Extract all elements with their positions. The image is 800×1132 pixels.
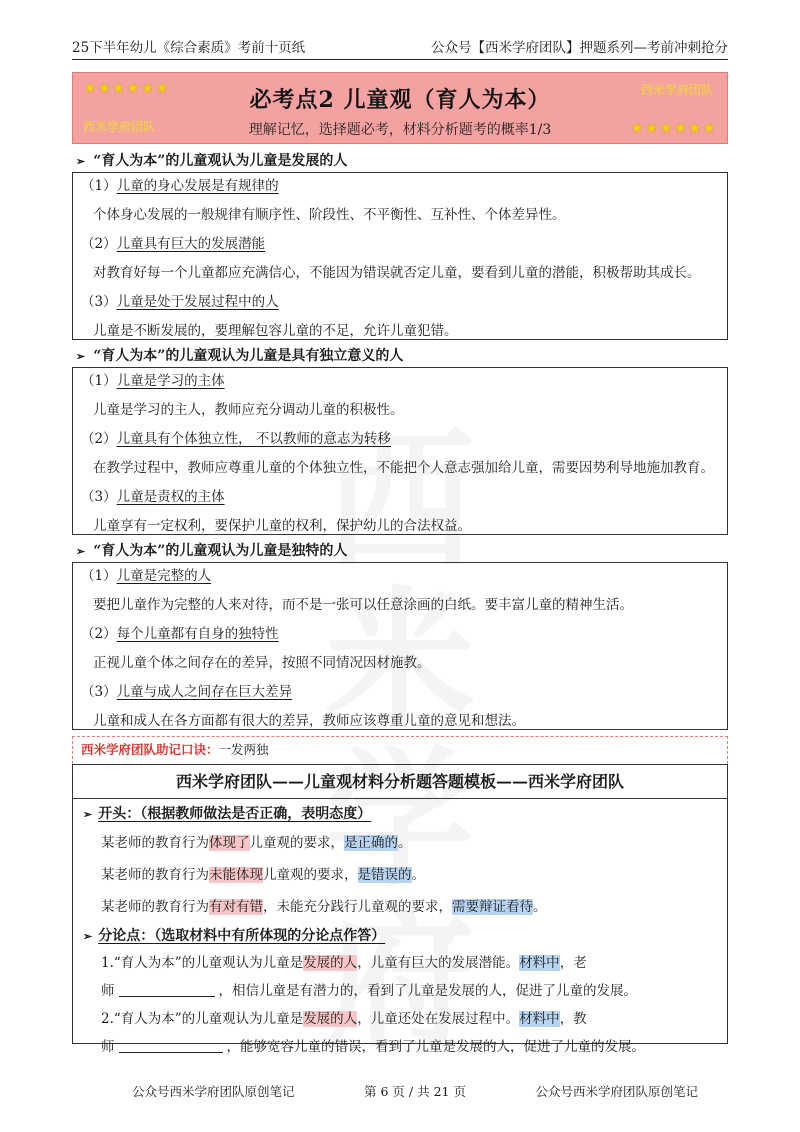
arrow-bullet-icon: ➢ (83, 930, 93, 943)
point-line: 师 ，能够宽容儿童的错误，看到了儿童是发展的人，促进了儿童的发展。 (101, 1039, 645, 1055)
opening-line: 某老师的教育行为未能体现儿童观的要求，是错误的。 (101, 867, 425, 883)
section-box (72, 562, 728, 730)
star-rating-icon: ★★★★★★ (630, 119, 717, 137)
brand-watermark: 西米学府团队 (640, 83, 713, 97)
point-line: 2.“育人为本”的儿童观认为儿童是发展的人，儿童还处在发展过程中。材料中，教 (101, 1011, 587, 1027)
item-detail: 儿童和成人在各方面都有很大的差异，教师应该尊重儿童的意见和想法。 (93, 713, 525, 729)
page-footer (72, 1082, 728, 1100)
section-title: ➢ “育人为本”的儿童观认为儿童是发展的人 (76, 153, 348, 169)
brand-watermark: 西米学府团队 (83, 120, 156, 134)
section-box (72, 172, 728, 340)
item-detail: 儿童是不断发展的，要理解包容儿童的不足，允许儿童犯错。 (93, 323, 458, 339)
section-title: ➢ “育人为本”的儿童观认为儿童是独特的人 (76, 543, 348, 559)
fill-blank[interactable] (119, 981, 215, 997)
point-line: 1.“育人为本”的儿童观认为儿童是发展的人，儿童有巨大的发展潜能。材料中，老 (101, 955, 587, 971)
header-right: 公众号【西米学府团队】押题系列—考前冲刺抢分 (431, 40, 728, 56)
opening-heading: ➢ 开头：（根据教师做法是否正确，表明态度） (83, 806, 372, 822)
item-heading: （2）儿童具有个体独立性， 不以教师的意志为转移 (81, 431, 391, 447)
banner-subtitle: 理解记忆，选择题必考，材料分析题考的概率1/3 (248, 122, 552, 138)
mnemonic-label: 西米学府团队助记口诀： (81, 742, 219, 757)
footer-left: 公众号西米学府团队原创笔记 (132, 1084, 295, 1099)
arrow-bullet-icon: ➢ (76, 545, 86, 558)
item-detail: 儿童是学习的主人，教师应充分调动儿童的积极性。 (93, 402, 404, 418)
item-detail: 儿童享有一定权利，要保护儿童的权利，保护幼儿的合法权益。 (93, 518, 471, 534)
item-heading: （2）儿童具有巨大的发展潜能 (81, 236, 266, 252)
opening-line: 某老师的教育行为有对有错，未能充分践行儿童观的要求，需要辩证看待。 (101, 899, 547, 915)
star-rating-icon: ★★★★★★ (83, 79, 170, 97)
item-heading: （3）儿童是处于发展过程中的人 (81, 294, 279, 310)
mnemonic-box (72, 736, 728, 764)
fill-blank[interactable] (119, 1037, 223, 1053)
arrow-bullet-icon: ➢ (76, 155, 86, 168)
page-header (72, 38, 728, 60)
footer-right: 公众号西米学府团队原创笔记 (535, 1084, 698, 1099)
template-title: 西米学府团队——儿童观材料分析题答题模板——西米学府团队 (73, 765, 727, 799)
item-heading: （3）儿童与成人之间存在巨大差异 (81, 684, 293, 700)
item-heading: （1）儿童是学习的主体 (81, 373, 225, 389)
item-heading: （1）儿童的身心发展是有规律的 (81, 178, 279, 194)
page-number: 第 6 页 / 共 21 页 (364, 1084, 466, 1099)
point-line: 师 ，相信儿童是有潜力的，看到了儿童是发展的人，促进了儿童的发展。 (101, 983, 637, 999)
item-heading: （2）每个儿童都有自身的独特性 (81, 626, 279, 642)
item-detail: 对教育好每一个儿童都应充满信心，不能因为错误就否定儿童，要看到儿童的潜能，积极帮助其成长。 (93, 265, 701, 281)
item-detail: 正视儿童个体之间存在的差异，按照不同情况因材施教。 (93, 655, 431, 671)
item-detail: 在教学过程中，教师应尊重儿童的个体独立性，不能把个人意志强加给儿童，需要因势利导地施加教育。 (93, 460, 714, 476)
key-point-banner (72, 72, 728, 144)
points-heading: ➢ 分论点：（选取材料中有所体现的分论点作答） (83, 928, 386, 944)
header-left: 25下半年幼儿《综合素质》考前十页纸 (72, 40, 306, 56)
section-box (72, 367, 728, 535)
item-detail: 要把儿童作为完整的人来对待，而不是一张可以任意涂画的白纸。要丰富儿童的精神生活。 (93, 597, 633, 613)
item-heading: （3）儿童是责权的主体 (81, 489, 225, 505)
item-heading: （1）儿童是完整的人 (81, 568, 212, 584)
item-detail: 个体身心发展的一般规律有顺序性、阶段性、不平衡性、互补性、个体差异性。 (93, 207, 566, 223)
banner-title: 必考点2 儿童观（育人为本） (249, 87, 551, 113)
section-title: ➢ “育人为本”的儿童观认为儿童是具有独立意义的人 (76, 348, 404, 364)
arrow-bullet-icon: ➢ (76, 350, 86, 363)
answer-template-box (72, 764, 728, 1055)
arrow-bullet-icon: ➢ (83, 808, 93, 821)
opening-line: 某老师的教育行为体现了儿童观的要求，是正确的。 (101, 835, 412, 851)
mnemonic-text: 一发两独 (218, 742, 269, 757)
